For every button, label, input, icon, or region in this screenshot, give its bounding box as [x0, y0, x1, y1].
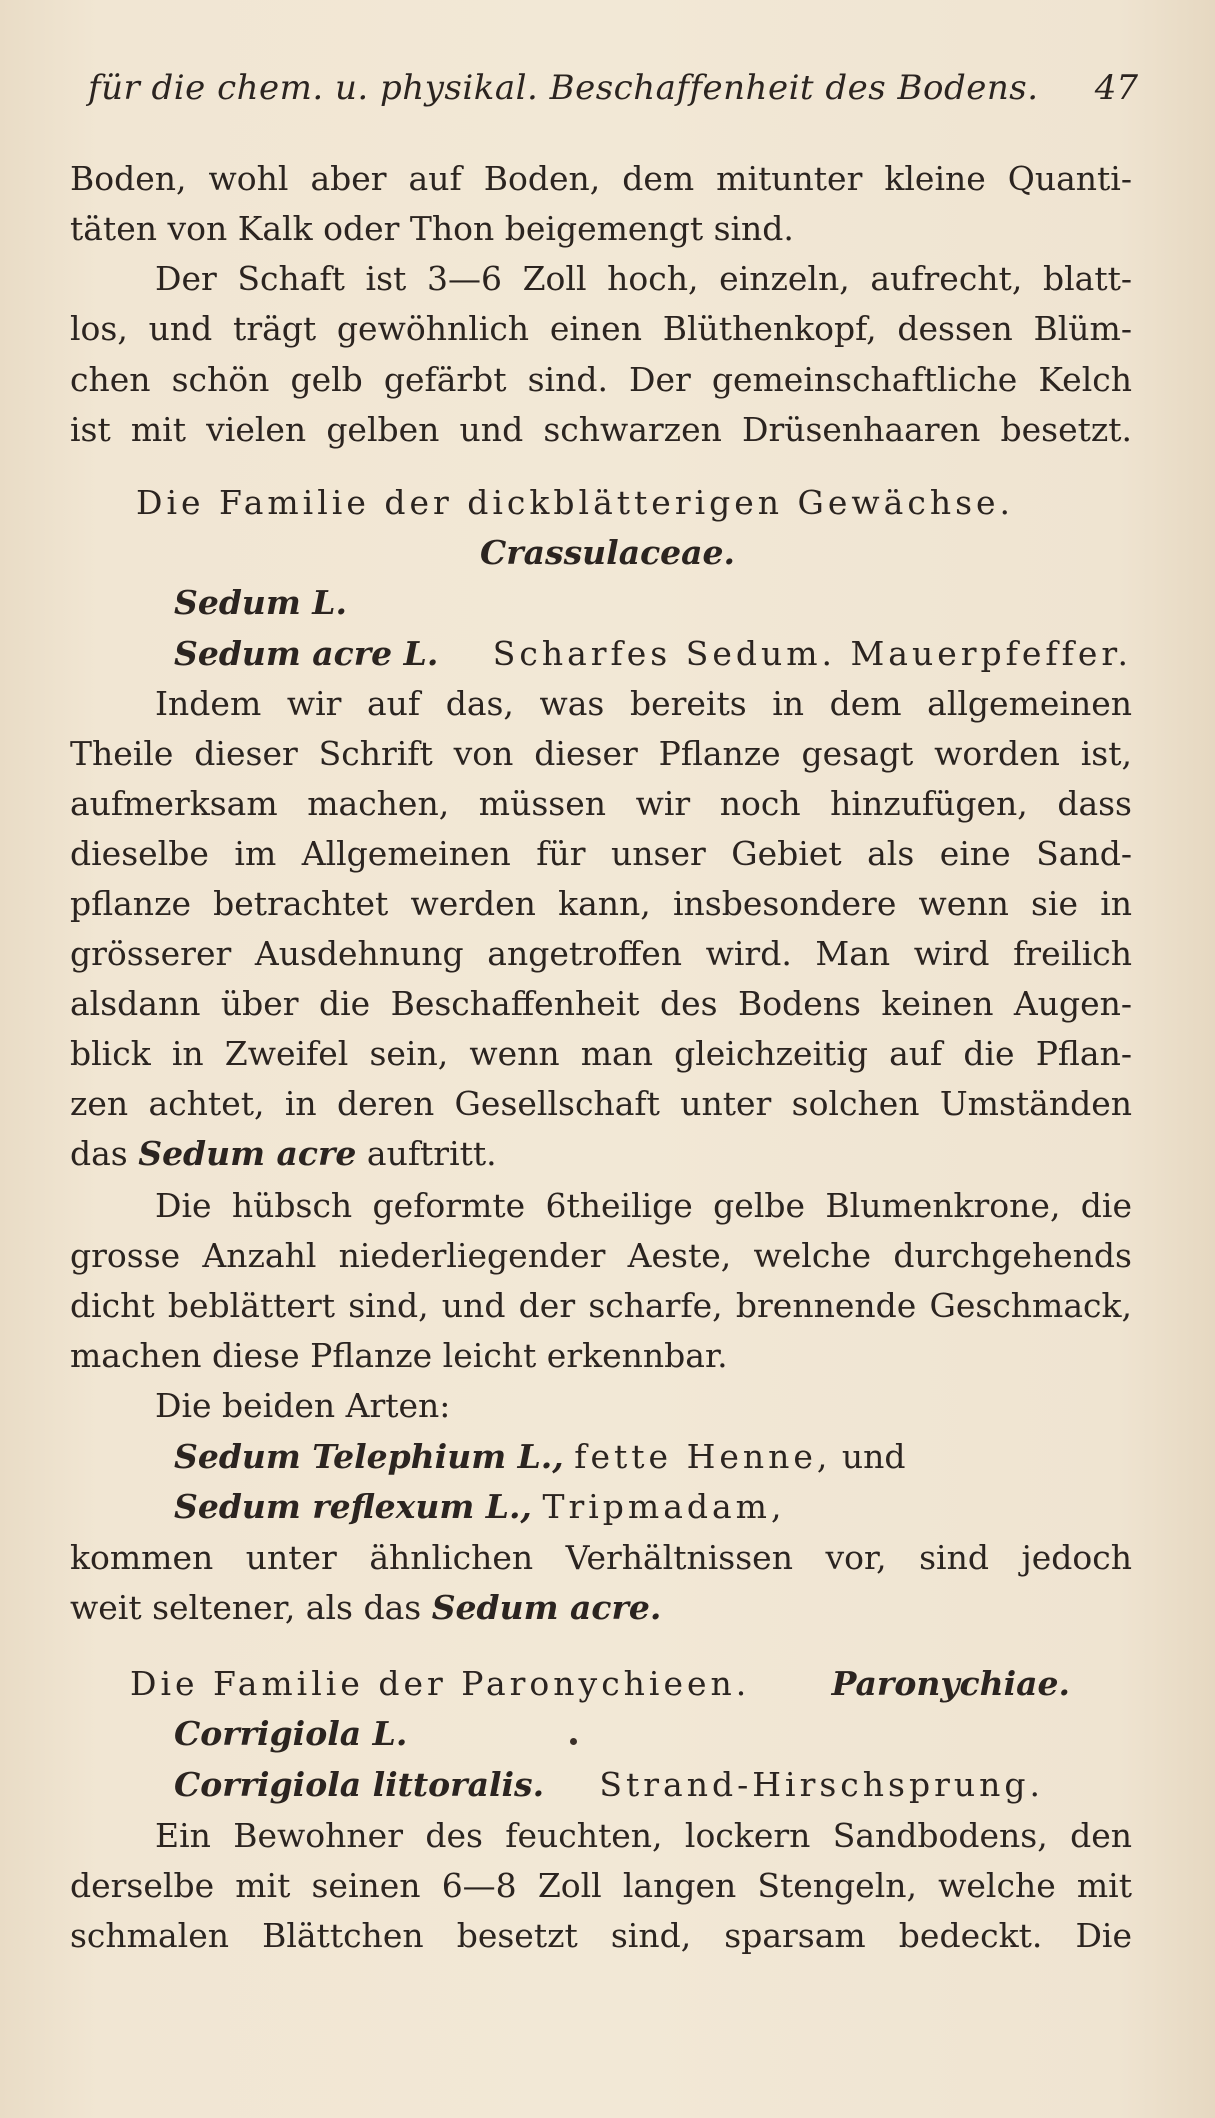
text-line: Die beiden Arten:: [155, 1386, 451, 1425]
species-latin: Sedum reflexum L.,: [174, 1487, 532, 1526]
text-run: auftritt.: [366, 1134, 497, 1173]
text-line: alsdann über die Beschaffenheit des Bodens keinen Augen-: [70, 984, 1132, 1023]
text-line: zen achtet, in deren Gesellschaft unter solchen Umständen: [70, 1084, 1132, 1123]
text-line: [70, 1584, 661, 1632]
ink-speck: [570, 1738, 577, 1745]
species-heading: [174, 630, 1132, 678]
running-title: für die chem. u. physikal. Beschaffenheit des Bodens.: [88, 68, 1039, 108]
species-latin: Corrigiola littoralis.: [174, 1765, 545, 1804]
species-common-name: Scharfes Sedum. Mauerpfeffer.: [492, 634, 1132, 673]
species-list-item: [174, 1483, 785, 1531]
text-run: weit seltener, als das: [70, 1588, 422, 1627]
text-line: dieselbe im Allgemeinen für unser Gebiet als eine Sand-: [70, 834, 1132, 873]
text-line: aufmerksam machen, müssen wir noch hinzufügen, dass: [70, 784, 1132, 823]
family-heading: Die Familie der dickblätterigen Gewächse.: [136, 483, 1015, 522]
page-number: 47: [1094, 68, 1138, 108]
species-common-name: fette Henne,: [574, 1437, 832, 1476]
text-line: pflanze betrachtet werden kann, insbesondere wenn sie in: [70, 884, 1132, 923]
species-list-item: [174, 1433, 906, 1481]
text-line: machen diese Pflanze leicht erkennbar.: [70, 1336, 728, 1375]
text-run: und: [841, 1437, 906, 1476]
species-mention: Sedum acre.: [431, 1588, 662, 1627]
text-line: blick in Zweifel sein, wenn man gleichzeitig auf die Pflan-: [70, 1034, 1132, 1073]
text-line: grösserer Ausdehnung angetroffen wird. Man wird freilich: [70, 934, 1132, 973]
family-heading: [130, 1660, 1070, 1708]
text-line: Indem wir auf das, was bereits in dem allgemeinen: [155, 684, 1132, 723]
family-heading-text: Die Familie der Paronychieen.: [130, 1664, 751, 1703]
text-line: Ein Bewohner des feuchten, lockern Sandbodens, den: [155, 1816, 1132, 1855]
running-header: [88, 68, 1138, 116]
text-run: das: [70, 1134, 128, 1173]
species-heading: [174, 1761, 1044, 1809]
text-line: dicht beblättert sind, und der scharfe, brennende Geschmack,: [70, 1286, 1132, 1325]
text-line: Boden, wohl aber auf Boden, dem mitunter kleine Quanti-: [70, 159, 1132, 198]
genus-name: Sedum L.: [174, 583, 347, 622]
text-line: chen schön gelb gefärbt sind. Der gemeinschaftliche Kelch: [70, 360, 1132, 399]
text-line: Die hübsch geformte 6theilige gelbe Blumenkrone, die: [155, 1186, 1132, 1225]
genus-name: Corrigiola L.: [174, 1714, 408, 1753]
species-latin: Sedum Telephium L.,: [174, 1437, 564, 1476]
text-line: [70, 1130, 497, 1178]
family-latin-name: Paronychiae.: [831, 1664, 1070, 1703]
text-line: ist mit vielen gelben und schwarzen Drüsenhaaren besetzt.: [70, 410, 1132, 449]
species-common-name: Strand-Hirschsprung.: [599, 1765, 1044, 1804]
family-latin-name: Crassulaceae.: [479, 533, 736, 572]
text-line: schmalen Blättchen besetzt sind, sparsam bedeckt. Die: [70, 1916, 1132, 1955]
text-line: kommen unter ähnlichen Verhältnissen vor, sind jedoch: [70, 1538, 1132, 1577]
text-line: los, und trägt gewöhnlich einen Blüthenkopf, dessen Blüm-: [70, 309, 1132, 348]
text-line: täten von Kalk oder Thon beigemengt sind.: [70, 209, 794, 248]
text-line: Der Schaft ist 3—6 Zoll hoch, einzeln, aufrecht, blatt-: [155, 259, 1132, 298]
species-latin: Sedum acre L.: [174, 634, 439, 673]
text-line: derselbe mit seinen 6—8 Zoll langen Stengeln, welche mit: [70, 1866, 1132, 1905]
text-line: Theile dieser Schrift von dieser Pflanze gesagt worden ist,: [70, 734, 1132, 773]
species-mention: Sedum acre: [138, 1134, 357, 1173]
text-line: grosse Anzahl niederliegender Aeste, welche durchgehends: [70, 1236, 1132, 1275]
species-common-name: Tripmadam,: [542, 1487, 786, 1526]
